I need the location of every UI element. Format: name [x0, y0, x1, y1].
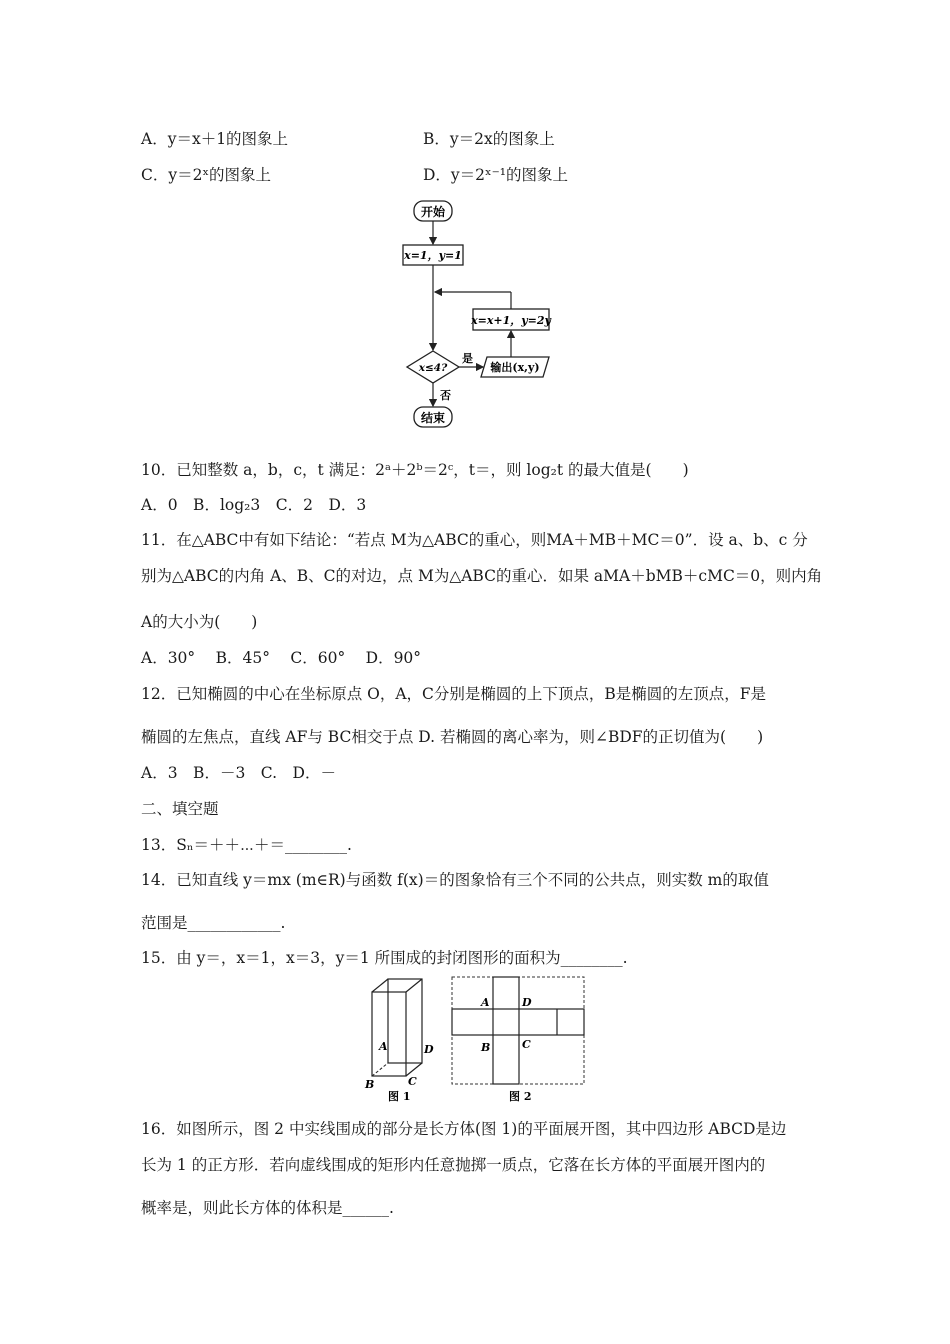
yes-label: 是 [462, 352, 473, 365]
output-label: 输出(x,y) [490, 361, 540, 374]
fig1-label-c: C [408, 1075, 417, 1088]
q16-line3: 概率是，则此长方体的体积是______. [141, 1199, 394, 1217]
option-a: A．y＝x＋1的图象上 [141, 130, 289, 148]
end-label: 结束 [420, 411, 446, 425]
figure-1-cuboid [358, 972, 443, 1104]
fig1-caption: 图 1 [388, 1090, 411, 1103]
q11-line3: A的大小为( ) [141, 613, 258, 631]
condition-label: x≤4? [418, 362, 448, 374]
q12-options: A．3 B．－3 C. D．－ [141, 764, 336, 782]
fig1-label-a: A [379, 1040, 388, 1053]
option-b: B．y＝2x的图象上 [423, 130, 555, 148]
q12-line1: 12．已知椭圆的中心在坐标原点 O，A，C分别是椭圆的上下顶点，B是椭圆的左顶点，F是 [141, 685, 767, 703]
q11-line2: 别为△ABC的内角 A、B、C的对边，点 M为△ABC的重心．如果 aMA＋bMB＋cMC＝0，则内角 [141, 567, 823, 585]
section-title: 二、填空题 [141, 800, 219, 818]
q11-line1: 11．在△ABC中有如下结论：“若点 M为△ABC的重心，则MA＋MB＋MC＝0”．设 a、b、c 分 [141, 531, 808, 549]
option-c: C．y＝2ˣ的图象上 [141, 166, 272, 184]
q13: 13．Sₙ＝＋＋⋯＋＝________. [141, 836, 352, 854]
init-label: x=1，y=1 [404, 249, 462, 262]
q14-line1: 14．已知直线 y＝mx (m∈R)与函数 f(x)＝的图象恰有三个不同的公共点，则实数 m的取值 [141, 871, 769, 889]
update-label: x=x+1，y=2y [471, 314, 551, 327]
q14-line2: 范围是____________. [141, 914, 286, 932]
q11-options: A．30° B．45° C．60° D．90° [141, 649, 422, 667]
q16-line1: 16．如图所示，图 2 中实线围成的部分是长方体(图 1)的平面展开图，其中四边形 ABCD是边 [141, 1120, 787, 1138]
fig2-label-c: C [522, 1038, 531, 1051]
flowchart [395, 195, 565, 435]
fig2-caption: 图 2 [509, 1090, 532, 1103]
q12-line2: 椭圆的左焦点，直线 AF与 BC相交于点 D. 若椭圆的离心率为，则∠BDF的正切值为( ) [141, 728, 764, 746]
fig2-label-b: B [481, 1041, 491, 1054]
q10-options: A．0 B．log₂3 C．2 D．3 [141, 496, 367, 514]
figure-2-net [445, 972, 590, 1104]
dashed-rectangle [452, 977, 584, 1084]
q16-line2: 长为 1 的正方形．若向虚线围成的矩形内任意抛掷一质点，它落在长方体的平面展开图内的 [141, 1156, 766, 1174]
q15: 15．由 y＝，x＝1，x＝3，y＝1 所围成的封闭图形的面积为________. [141, 949, 628, 967]
option-d: D．y＝2ˣ⁻¹的图象上 [423, 166, 569, 184]
fig2-label-d: D [522, 996, 532, 1009]
fig1-label-d: D [424, 1043, 434, 1056]
no-label: 否 [440, 389, 451, 402]
fig1-label-b: B [365, 1078, 375, 1091]
fig2-label-a: A [481, 996, 490, 1009]
start-label: 开始 [420, 205, 446, 219]
q10-stem: 10．已知整数 a，b，c，t 满足：2ᵃ＋2ᵇ＝2ᶜ，t＝，则 log₂t 的最大值是( ) [141, 461, 689, 479]
